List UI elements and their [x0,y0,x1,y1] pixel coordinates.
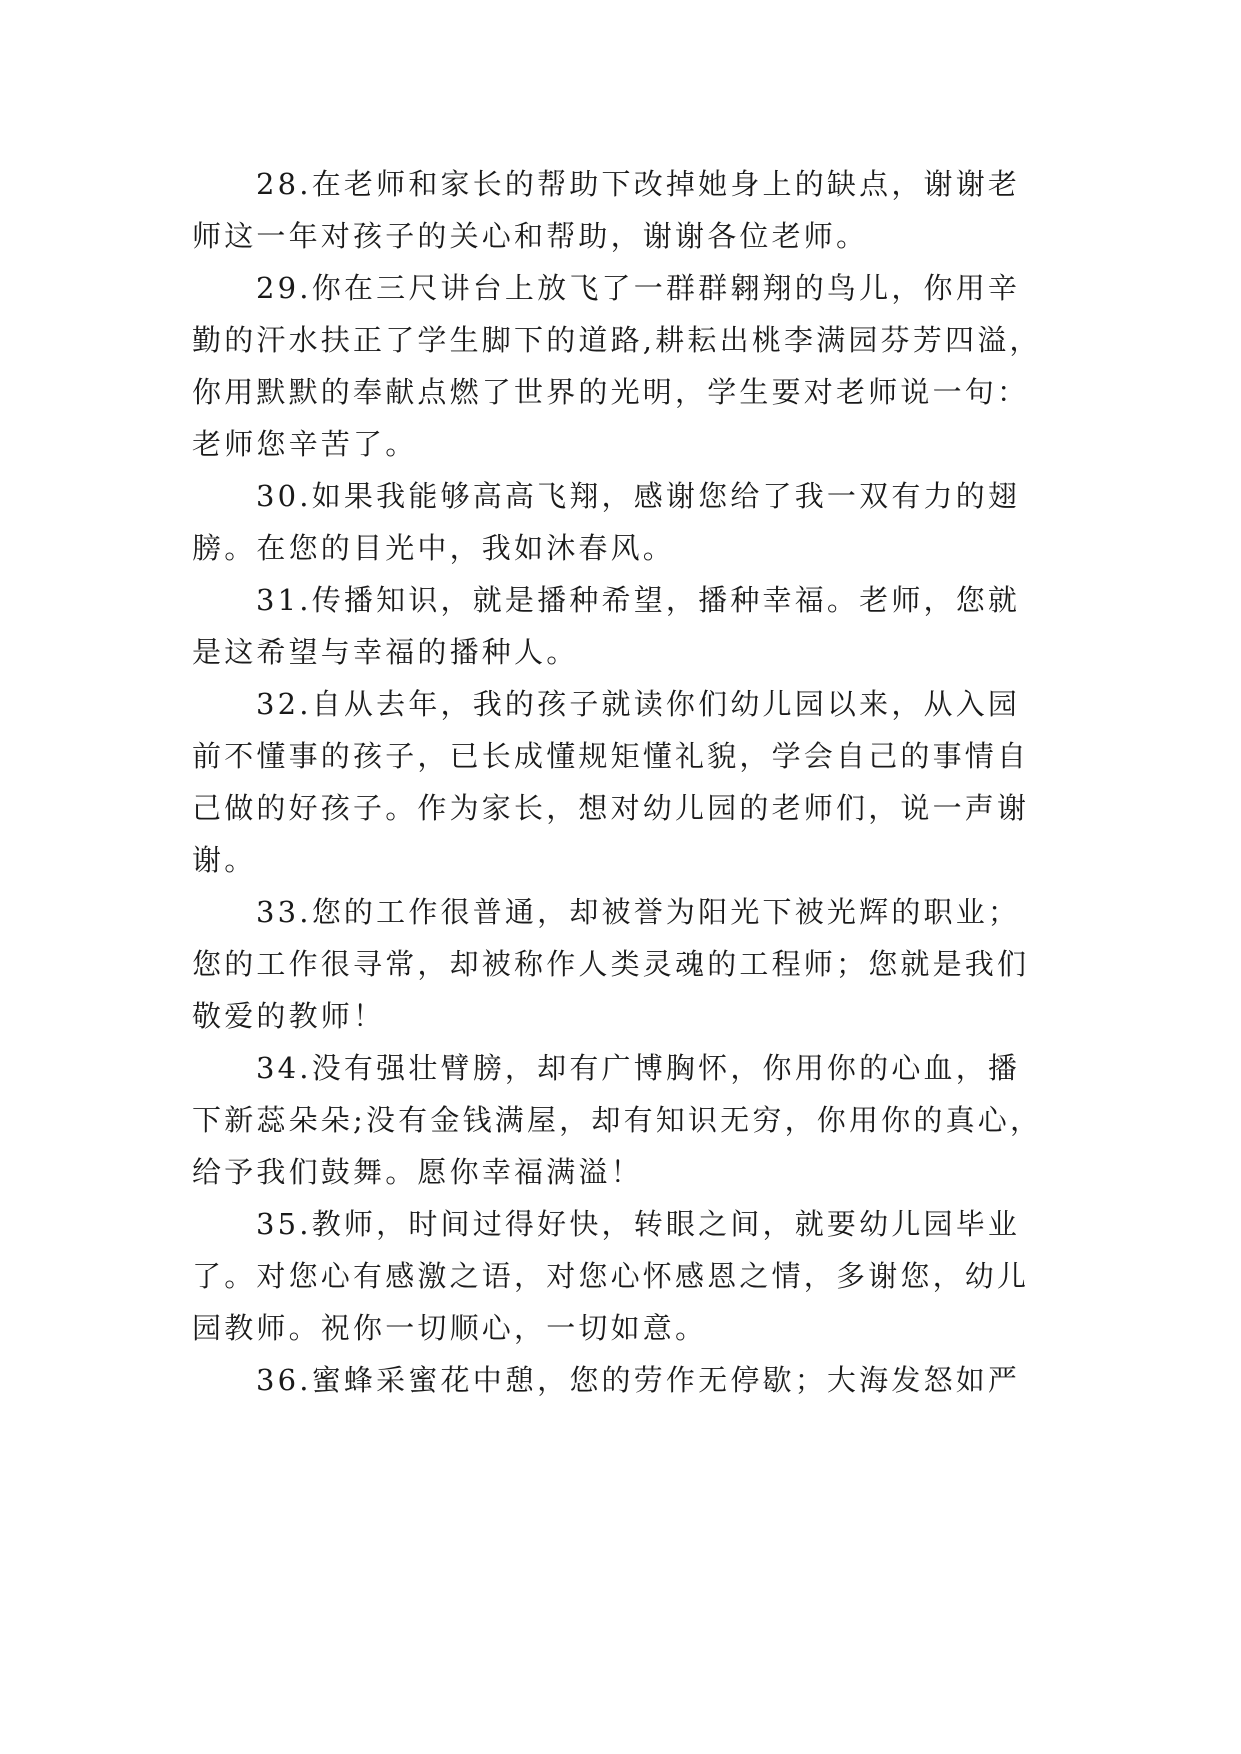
text-line: 前不懂事的孩子，已长成懂规矩懂礼貌，学会自己的事情自 [192,739,1030,773]
paragraph-35 [192,1198,1052,1354]
text-line: 35.教师，时间过得好快，转眼之间，就要幼儿园毕业 [256,1207,1021,1241]
paragraph-32 [192,678,1052,886]
paragraph-31 [192,574,1052,678]
text-line: 是这希望与幸福的播种人。 [192,635,579,669]
text-line: 36.蜜蜂采蜜花中憩，您的劳作无停歇；大海发怒如严 [256,1363,1021,1397]
text-line: 32.自从去年，我的孩子就读你们幼儿园以来，从入园 [256,687,1021,721]
text-line: 老师您辛苦了。 [192,427,418,461]
text-line: 下新蕊朵朵;没有金钱满屋，却有知识无穷，你用你的真心， [192,1103,1043,1137]
text-line: 你用默默的奉献点燃了世界的光明，学生要对老师说一句： [192,375,1030,409]
text-line: 园教师。祝你一切顺心，一切如意。 [192,1311,708,1345]
paragraph-34 [192,1042,1052,1198]
text-line: 师这一年对孩子的关心和帮助，谢谢各位老师。 [192,219,869,253]
paragraph-33 [192,886,1052,1042]
text-line: 敬爱的教师！ [192,999,386,1033]
document-body [192,158,1052,1406]
text-line: 给予我们鼓舞。愿你幸福满溢！ [192,1155,643,1189]
paragraph-28 [192,158,1052,262]
text-line: 了。对您心有感激之语，对您心怀感恩之情，多谢您，幼儿 [192,1259,1030,1293]
text-line: 34.没有强壮臂膀，却有广博胸怀，你用你的心血，播 [256,1051,1021,1085]
text-line: 29.你在三尺讲台上放飞了一群群翱翔的鸟儿，你用辛 [256,271,1021,305]
paragraph-29 [192,262,1052,470]
text-line: 己做的好孩子。作为家长，想对幼儿园的老师们，说一声谢 [192,791,1030,825]
paragraph-30 [192,470,1052,574]
text-line: 31.传播知识，就是播种希望，播种幸福。老师，您就 [256,583,1021,617]
text-line: 28.在老师和家长的帮助下改掉她身上的缺点，谢谢老 [256,167,1021,201]
text-line: 您的工作很寻常，却被称作人类灵魂的工程师；您就是我们 [192,947,1030,981]
text-line: 30.如果我能够高高飞翔，感谢您给了我一双有力的翅 [256,479,1021,513]
paragraph-36 [192,1354,1052,1406]
text-line: 谢。 [192,843,257,877]
text-line: 33.您的工作很普通，却被誉为阳光下被光辉的职业； [256,895,1021,929]
text-line: 膀。在您的目光中，我如沐春风。 [192,531,676,565]
text-line: 勤的汗水扶正了学生脚下的道路,耕耘出桃李满园芬芳四溢， [192,323,1042,357]
